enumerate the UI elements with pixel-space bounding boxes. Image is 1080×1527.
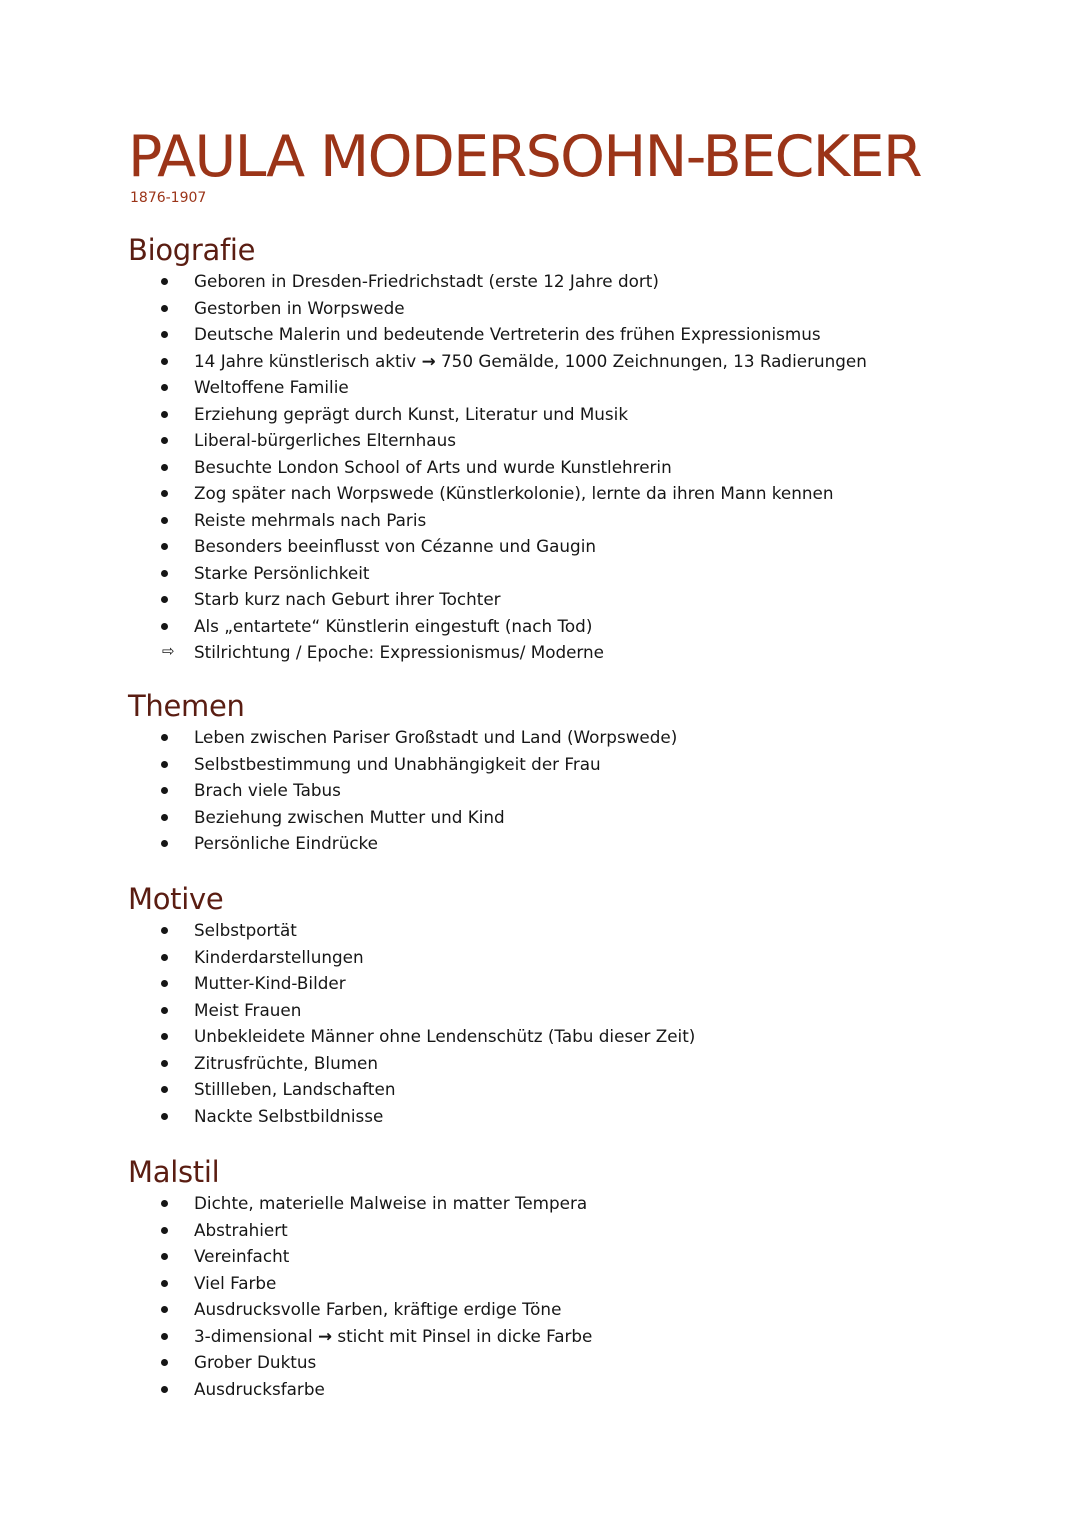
list-item bbox=[128, 586, 867, 613]
list-item bbox=[128, 401, 867, 428]
list-item-text: Zog später nach Worpswede (Künstlerkolonie), lernte da ihren Mann kennen bbox=[194, 483, 834, 503]
list-item-text: Starke Persönlichkeit bbox=[194, 562, 370, 583]
list-item bbox=[128, 560, 867, 587]
bullet-icon bbox=[161, 1253, 168, 1260]
section-biografie bbox=[128, 234, 867, 666]
list-item bbox=[128, 1076, 695, 1103]
list-item-text: Nackte Selbstbildnisse bbox=[194, 1105, 384, 1126]
life-dates: 1876-1907 bbox=[130, 190, 207, 206]
bullet-icon bbox=[161, 305, 168, 312]
bullet-icon bbox=[161, 596, 168, 603]
list-item-text: Liberal-bürgerliches Elternhaus bbox=[194, 430, 456, 450]
list-item bbox=[128, 970, 695, 997]
list-item bbox=[128, 1103, 695, 1130]
bullet-icon bbox=[161, 517, 168, 524]
page-title: PAULA MODERSOHN-BECKER bbox=[128, 124, 921, 190]
list-item-text: Geboren in Dresden-Friedrichstadt (erste 12 Jahre dort) bbox=[194, 271, 659, 291]
list-item bbox=[128, 507, 867, 534]
list-item-text: 3-dimensional bbox=[194, 1325, 313, 1346]
list-item-text: Besuchte London School of Arts und wurde Kunstlehrerin bbox=[194, 456, 672, 477]
bullet-icon bbox=[161, 1033, 168, 1040]
list-item-text-after-arrow: sticht mit Pinsel in dicke Farbe bbox=[337, 1325, 593, 1346]
list-item bbox=[128, 997, 695, 1024]
list-item-text: Stillleben, Landschaften bbox=[194, 1079, 396, 1099]
list-item-text: Dichte, materielle Malweise in matter Tempera bbox=[194, 1193, 588, 1213]
bullet-icon bbox=[161, 543, 168, 550]
list-item bbox=[128, 944, 695, 971]
list-item-text: Starb kurz nach Geburt ihrer Tochter bbox=[194, 589, 501, 609]
list-item bbox=[128, 1243, 592, 1270]
list-item-text: Deutsche Malerin und bedeutende Vertreterin des frühen Expressionismus bbox=[194, 324, 821, 344]
bullet-icon bbox=[161, 331, 168, 338]
list-item-text: Abstrahiert bbox=[194, 1219, 288, 1240]
list-item-text: Ausdrucksfarbe bbox=[194, 1378, 325, 1399]
bullet-icon bbox=[161, 1227, 168, 1234]
bullet-icon bbox=[161, 761, 168, 768]
list-item-text: 14 Jahre künstlerisch aktiv bbox=[194, 350, 417, 371]
list-item bbox=[128, 533, 867, 560]
list-item bbox=[128, 321, 867, 348]
list-item bbox=[128, 1217, 592, 1244]
bullet-icon bbox=[161, 490, 168, 497]
bullet-icon bbox=[161, 814, 168, 821]
list-item-text: Grober Duktus bbox=[194, 1352, 317, 1372]
bullet-icon bbox=[161, 437, 168, 444]
hollow-arrow-icon: ⇨ bbox=[162, 642, 175, 660]
list-item-text: Als „entartete“ Künstlerin eingestuft (nach Tod) bbox=[194, 615, 593, 636]
list-item bbox=[128, 613, 867, 640]
list-item-text: Kinderdarstellungen bbox=[194, 946, 364, 967]
bullet-icon bbox=[161, 980, 168, 987]
list-item-text: Weltoffene Familie bbox=[194, 377, 349, 397]
section-heading: Themen bbox=[128, 689, 245, 723]
section-themen bbox=[128, 690, 677, 857]
section-heading: Motive bbox=[128, 882, 224, 916]
bullet-icon bbox=[161, 787, 168, 794]
list-item bbox=[128, 1023, 695, 1050]
bullet-list bbox=[128, 1190, 592, 1402]
bullet-icon bbox=[161, 1200, 168, 1207]
list-item bbox=[128, 751, 677, 778]
list-item bbox=[128, 639, 867, 666]
bullet-icon bbox=[161, 1086, 168, 1093]
list-item-text: Persönliche Eindrücke bbox=[194, 833, 378, 853]
list-item bbox=[128, 268, 867, 295]
bullet-list bbox=[128, 917, 695, 1129]
bullet-icon bbox=[161, 1280, 168, 1287]
arrow-right-icon: → bbox=[421, 350, 436, 371]
bullet-icon bbox=[161, 954, 168, 961]
list-item-text: Gestorben in Worpswede bbox=[194, 297, 405, 318]
bullet-icon bbox=[161, 623, 168, 630]
list-item-text: Reiste mehrmals nach Paris bbox=[194, 509, 427, 530]
bullet-icon bbox=[161, 570, 168, 577]
list-item bbox=[128, 1296, 592, 1323]
arrow-right-icon: → bbox=[317, 1325, 333, 1346]
list-item-text: Beziehung zwischen Mutter und Kind bbox=[194, 806, 505, 827]
bullet-icon bbox=[161, 1386, 168, 1393]
list-item bbox=[128, 454, 867, 481]
list-item bbox=[128, 374, 867, 401]
bullet-icon bbox=[161, 1060, 168, 1067]
list-item-text: Zitrusfrüchte, Blumen bbox=[194, 1052, 379, 1073]
list-item bbox=[128, 917, 695, 944]
list-item bbox=[128, 348, 867, 375]
list-item-text: Selbstportät bbox=[194, 920, 297, 940]
list-item-text: Mutter-Kind-Bilder bbox=[194, 973, 346, 993]
list-item bbox=[128, 427, 867, 454]
list-item-text: Erziehung geprägt durch Kunst, Literatur und Musik bbox=[194, 403, 629, 424]
list-item bbox=[128, 804, 677, 831]
section-heading: Biografie bbox=[128, 233, 256, 267]
bullet-list bbox=[128, 724, 677, 857]
list-item-text: Selbstbestimmung und Unabhängigkeit der Frau bbox=[194, 753, 601, 774]
list-item bbox=[128, 1270, 592, 1297]
section-motive bbox=[128, 883, 695, 1129]
list-item bbox=[128, 777, 677, 804]
list-item bbox=[128, 1323, 592, 1350]
list-item bbox=[128, 1376, 592, 1403]
bullet-icon bbox=[161, 464, 168, 471]
list-item-text: Stilrichtung / Epoche: Expressionismus/ Moderne bbox=[194, 642, 605, 662]
list-item bbox=[128, 1190, 592, 1217]
list-item bbox=[128, 1349, 592, 1376]
bullet-icon bbox=[161, 927, 168, 934]
list-item bbox=[128, 830, 677, 857]
bullet-icon bbox=[161, 358, 168, 365]
bullet-icon bbox=[161, 1113, 168, 1120]
list-item-text: Meist Frauen bbox=[194, 999, 302, 1020]
list-item-text: Ausdrucksvolle Farben, kräftige erdige Töne bbox=[194, 1299, 562, 1319]
bullet-icon bbox=[161, 1333, 168, 1340]
list-item bbox=[128, 1050, 695, 1077]
section-heading: Malstil bbox=[128, 1155, 220, 1189]
list-item-text: Leben zwischen Pariser Großstadt und Land (Worpswede) bbox=[194, 727, 678, 747]
list-item-text: Vereinfacht bbox=[194, 1246, 290, 1266]
list-item bbox=[128, 295, 867, 322]
section-malstil bbox=[128, 1156, 592, 1402]
bullet-icon bbox=[161, 384, 168, 391]
list-item bbox=[128, 480, 867, 507]
list-item-text-after-arrow: 750 Gemälde, 1000 Zeichnungen, 13 Radierungen bbox=[440, 350, 867, 371]
bullet-icon bbox=[161, 734, 168, 741]
bullet-icon bbox=[161, 1007, 168, 1014]
list-item-text: Besonders beeinflusst von Cézanne und Gaugin bbox=[194, 536, 597, 556]
list-item-text: Viel Farbe bbox=[194, 1272, 277, 1293]
bullet-icon bbox=[161, 1359, 168, 1366]
bullet-list bbox=[128, 268, 867, 666]
bullet-icon bbox=[161, 840, 168, 847]
bullet-icon bbox=[161, 278, 168, 285]
list-item-text: Unbekleidete Männer ohne Lendenschütz (Tabu dieser Zeit) bbox=[194, 1026, 696, 1046]
bullet-icon bbox=[161, 411, 168, 418]
bullet-icon bbox=[161, 1306, 168, 1313]
list-item-text: Brach viele Tabus bbox=[194, 780, 341, 800]
list-item bbox=[128, 724, 677, 751]
